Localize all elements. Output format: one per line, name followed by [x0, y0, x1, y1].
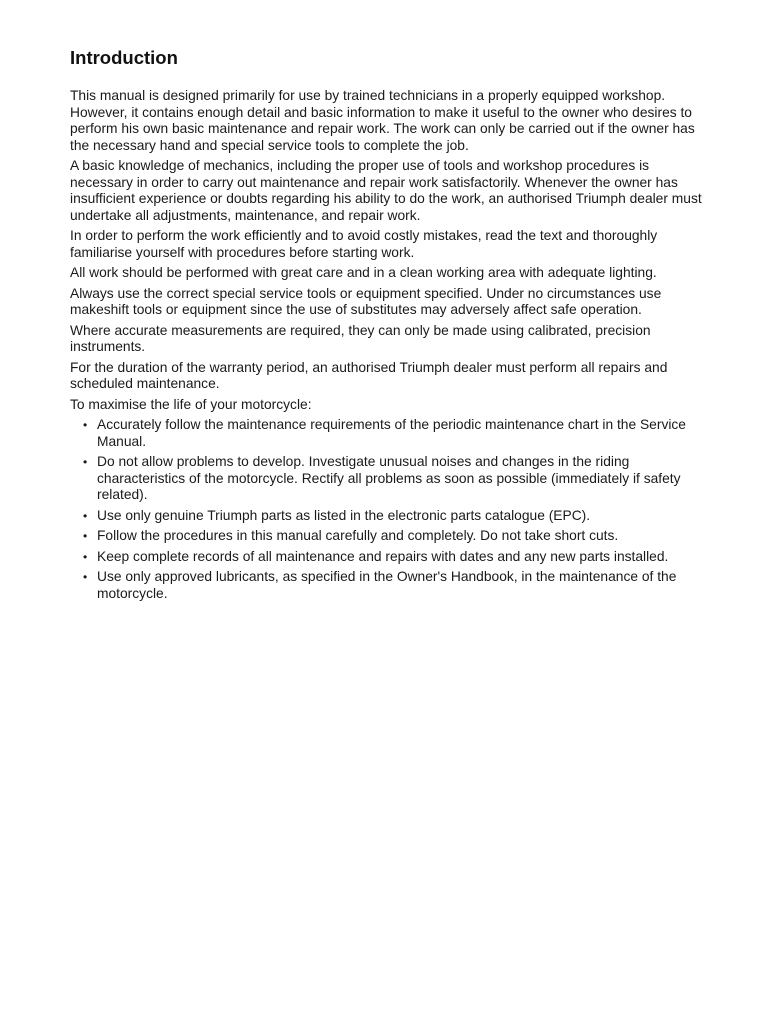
- maintenance-tips-list: [70, 417, 710, 602]
- paragraph: This manual is designed primarily for use by trained technicians in a properly equipped workshop. However, it contains enough detail and basic information to make it useful to the owner who desires to perform his own basic maintenance and repair work. The work can only be carried out if the owner has the necessary hand and special service tools to complete the job.: [70, 88, 695, 153]
- list-item-text: Use only approved lubricants, as specified in the Owner's Handbook, in the maintenance of the motorcycle.: [97, 569, 677, 601]
- list-item: [70, 569, 710, 602]
- paragraph: To maximise the life of your motorcycle:: [70, 396, 312, 412]
- list-item-text: Do not allow problems to develop. Investigate unusual noises and changes in the riding characteristics of the motorcycle. Rectify all problems as soon as possible (immediately if safety related).: [97, 454, 681, 502]
- list-item-text: Keep complete records of all maintenance and repairs with dates and any new parts installed.: [97, 548, 669, 564]
- bullet-icon: •: [83, 455, 88, 469]
- bullet-icon: •: [83, 508, 88, 523]
- document-page: [70, 46, 710, 606]
- paragraph: A basic knowledge of mechanics, including the proper use of tools and workshop procedures is necessary in order to carry out maintenance and repair work satisfactorily. Whenever the owner has insufficient experience or doubts regarding his ability to do the work, an authorised Triumph dealer must undertake all adjustments, maintenance, and repair work.: [70, 158, 702, 223]
- paragraph: For the duration of the warranty period, an authorised Triumph dealer must perform all repairs and scheduled maintenance.: [70, 359, 668, 391]
- list-item: [70, 508, 710, 525]
- bullet-icon: •: [83, 570, 88, 584]
- list-item: [70, 417, 710, 450]
- page-title: Introduction: [70, 47, 178, 68]
- list-item-text: Accurately follow the maintenance requirements of the periodic maintenance chart in the Service Manual.: [97, 417, 686, 449]
- paragraph: In order to perform the work efficiently and to avoid costly mistakes, read the text and thoroughly familiarise yourself with procedures before starting work.: [70, 228, 658, 260]
- list-item-text: Use only genuine Triumph parts as listed in the electronic parts catalogue (EPC).: [97, 507, 591, 523]
- bullet-icon: •: [83, 418, 88, 432]
- paragraph: Always use the correct special service tools or equipment specified. Under no circumstances use makeshift tools or equipment since the use of substitutes may adversely affect safe operation.: [70, 285, 662, 317]
- bullet-icon: •: [83, 549, 88, 564]
- list-item: [70, 454, 710, 504]
- list-item: [70, 549, 710, 566]
- list-item-text: Follow the procedures in this manual carefully and completely. Do not take short cuts.: [97, 528, 619, 543]
- paragraph: Where accurate measurements are required, they can only be made using calibrated, precision instruments.: [70, 322, 651, 354]
- list-item: [70, 528, 710, 545]
- paragraph: All work should be performed with great care and in a clean working area with adequate lighting.: [70, 265, 657, 280]
- bullet-icon: •: [83, 529, 88, 543]
